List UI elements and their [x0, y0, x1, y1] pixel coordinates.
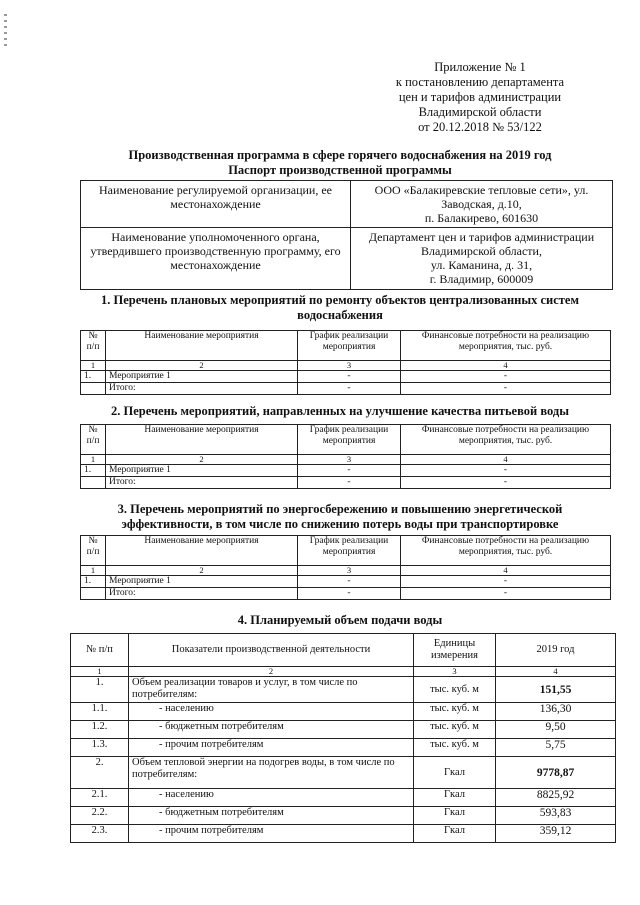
header-cell: Финансовые потребности на реализацию мероприятия, тыс. руб.: [401, 536, 611, 566]
row-finance: -: [401, 588, 611, 600]
row-number: [81, 588, 106, 600]
row-name: Итого:: [106, 477, 298, 489]
column-number: 2: [106, 566, 298, 576]
row-unit: тыс. куб. м: [414, 703, 496, 721]
row-finance: -: [401, 383, 611, 395]
row-schedule: -: [298, 465, 401, 477]
section1-title: [60, 293, 620, 323]
passport-label: Наименование уполномоченного органа, утвердившего производственную программу, его местонахождение: [81, 228, 351, 290]
row-value: 151,55: [496, 677, 616, 703]
scan-margin-marks: [2, 10, 10, 70]
row-number: 1.: [81, 371, 106, 383]
row-value: 8825,92: [496, 789, 616, 807]
section1-table: [80, 330, 611, 395]
row-schedule: -: [298, 383, 401, 395]
passport-value-line: Заводская, д.10,: [441, 197, 522, 211]
row-value: 9,50: [496, 721, 616, 739]
column-number: 1: [81, 455, 106, 465]
table-row: [81, 477, 611, 489]
row-name: Итого:: [106, 588, 298, 600]
row-finance: -: [401, 576, 611, 588]
section3-title: [60, 502, 620, 532]
row-indicator: - населению: [129, 789, 414, 807]
row-value: 5,75: [496, 739, 616, 757]
passport-title: Паспорт производственной программы: [228, 163, 452, 177]
row-finance: -: [401, 465, 611, 477]
row-value: 359,12: [496, 825, 616, 843]
main-title: [60, 148, 620, 178]
table-row: [71, 789, 616, 807]
column-number: 4: [401, 566, 611, 576]
table-row: [71, 757, 616, 789]
header-cell: Наименование мероприятия: [106, 331, 298, 361]
header-cell: № п/п: [81, 331, 106, 361]
column-number: 2: [106, 455, 298, 465]
row-number: 1.2.: [71, 721, 129, 739]
row-schedule: -: [298, 477, 401, 489]
section4-title: [60, 613, 620, 628]
row-finance: -: [401, 477, 611, 489]
table-row: [71, 703, 616, 721]
row-unit: Гкал: [414, 789, 496, 807]
header-cell: Показатели производственной деятельности: [129, 634, 414, 667]
column-number: 4: [401, 361, 611, 371]
passport-value-line: Департамент цен и тарифов администрации: [368, 230, 595, 244]
row-schedule: -: [298, 576, 401, 588]
row-name: Мероприятие 1: [106, 465, 298, 477]
passport-value-line: Владимирской области,: [421, 244, 542, 258]
row-finance: -: [401, 371, 611, 383]
row-unit: Гкал: [414, 825, 496, 843]
row-number: 2.1.: [71, 789, 129, 807]
row-name: Итого:: [106, 383, 298, 395]
row-number: 2.: [71, 757, 129, 789]
row-unit: тыс. куб. м: [414, 739, 496, 757]
section4-table: [70, 633, 616, 843]
passport-value: [351, 228, 613, 290]
passport-label: Наименование регулируемой организации, ее местонахождение: [81, 181, 351, 228]
row-value: 136,30: [496, 703, 616, 721]
header-cell: Наименование мероприятия: [106, 536, 298, 566]
header-cell: График реализации мероприятия: [298, 425, 401, 455]
row-unit: Гкал: [414, 807, 496, 825]
table-row: [71, 825, 616, 843]
row-unit: тыс. куб. м: [414, 677, 496, 703]
row-number: [81, 383, 106, 395]
table-row: [81, 576, 611, 588]
main-title-line: Производственная программа в сфере горячего водоснабжения на 2019 год: [128, 148, 552, 162]
row-value: 9778,87: [496, 757, 616, 789]
row-number: 2.3.: [71, 825, 129, 843]
approval-line: Приложение № 1: [434, 60, 526, 74]
row-indicator: - бюджетным потребителям: [129, 807, 414, 825]
row-unit: тыс. куб. м: [414, 721, 496, 739]
row-unit: Гкал: [414, 757, 496, 789]
row-indicator: - населению: [129, 703, 414, 721]
header-cell: График реализации мероприятия: [298, 331, 401, 361]
column-number: 3: [414, 667, 496, 677]
row-schedule: -: [298, 371, 401, 383]
row-name: Мероприятие 1: [106, 576, 298, 588]
row-number: 1.3.: [71, 739, 129, 757]
header-cell: 2019 год: [496, 634, 616, 667]
section2-table: [80, 424, 611, 489]
row-indicator: - прочим потребителям: [129, 739, 414, 757]
row-value: 593,83: [496, 807, 616, 825]
passport-value-line: г. Владимир, 600009: [429, 272, 534, 286]
section2-title: [60, 404, 620, 419]
table-row: [71, 721, 616, 739]
section-title-line: 1. Перечень плановых мероприятий по ремонту объектов централизованных систем: [101, 293, 579, 307]
header-cell: № п/п: [81, 425, 106, 455]
row-number: 1.: [81, 576, 106, 588]
row-indicator: Объем реализации товаров и услуг, в том числе по потребителям:: [129, 677, 414, 703]
header-cell: Финансовые потребности на реализацию мероприятия, тыс. руб.: [401, 331, 611, 361]
section3-table: [80, 535, 611, 600]
table-row: [71, 807, 616, 825]
column-number: 4: [496, 667, 616, 677]
header-cell: Финансовые потребности на реализацию мероприятия, тыс. руб.: [401, 425, 611, 455]
section-title-line: 4. Планируемый объем подачи воды: [237, 613, 443, 627]
row-indicator: - бюджетным потребителям: [129, 721, 414, 739]
row-number: 1.: [81, 465, 106, 477]
row-number: 2.2.: [71, 807, 129, 825]
row-number: 1.1.: [71, 703, 129, 721]
section-title-line: водоснабжения: [297, 308, 383, 322]
column-number: 2: [106, 361, 298, 371]
table-row: [81, 383, 611, 395]
passport-value: [351, 181, 613, 228]
column-number: 2: [129, 667, 414, 677]
row-number: [81, 477, 106, 489]
passport-table: [80, 180, 613, 290]
column-number: 1: [81, 361, 106, 371]
header-cell: Единицы измерения: [414, 634, 496, 667]
row-number: 1.: [71, 677, 129, 703]
approval-line: цен и тарифов администрации: [398, 90, 562, 104]
passport-value-line: ул. Каманина, д. 31,: [430, 258, 533, 272]
approval-line: к постановлению департамента: [395, 75, 565, 89]
table-row: [81, 465, 611, 477]
approval-line: Владимирской области: [418, 105, 542, 119]
row-schedule: -: [298, 588, 401, 600]
row-indicator: - прочим потребителям: [129, 825, 414, 843]
section-title-line: 3. Перечень мероприятий по энергосбережению и повышению энергетической: [117, 502, 563, 516]
row-name: Мероприятие 1: [106, 371, 298, 383]
table-row: [81, 371, 611, 383]
header-cell: Наименование мероприятия: [106, 425, 298, 455]
passport-value-line: п. Балакирево, 601630: [424, 211, 539, 225]
section-title-line: эффективности, в том числе по снижению потерь воды при транспортировке: [121, 517, 559, 531]
column-number: 4: [401, 455, 611, 465]
column-number: 1: [81, 566, 106, 576]
approval-block: [380, 60, 580, 135]
column-number: 3: [298, 566, 401, 576]
header-cell: № п/п: [71, 634, 129, 667]
table-row: [71, 677, 616, 703]
passport-value-line: ООО «Балакиревские тепловые сети», ул.: [374, 183, 589, 197]
header-cell: № п/п: [81, 536, 106, 566]
approval-line: от 20.12.2018 № 53/122: [418, 120, 542, 134]
table-row: [71, 739, 616, 757]
header-cell: График реализации мероприятия: [298, 536, 401, 566]
column-number: 3: [298, 455, 401, 465]
column-number: 3: [298, 361, 401, 371]
column-number: 1: [71, 667, 129, 677]
row-indicator: Объем тепловой энергии на подогрев воды, в том числе по потребителям:: [129, 757, 414, 789]
section-title-line: 2. Перечень мероприятий, направленных на улучшение качества питьевой воды: [111, 404, 569, 418]
table-row: [81, 588, 611, 600]
